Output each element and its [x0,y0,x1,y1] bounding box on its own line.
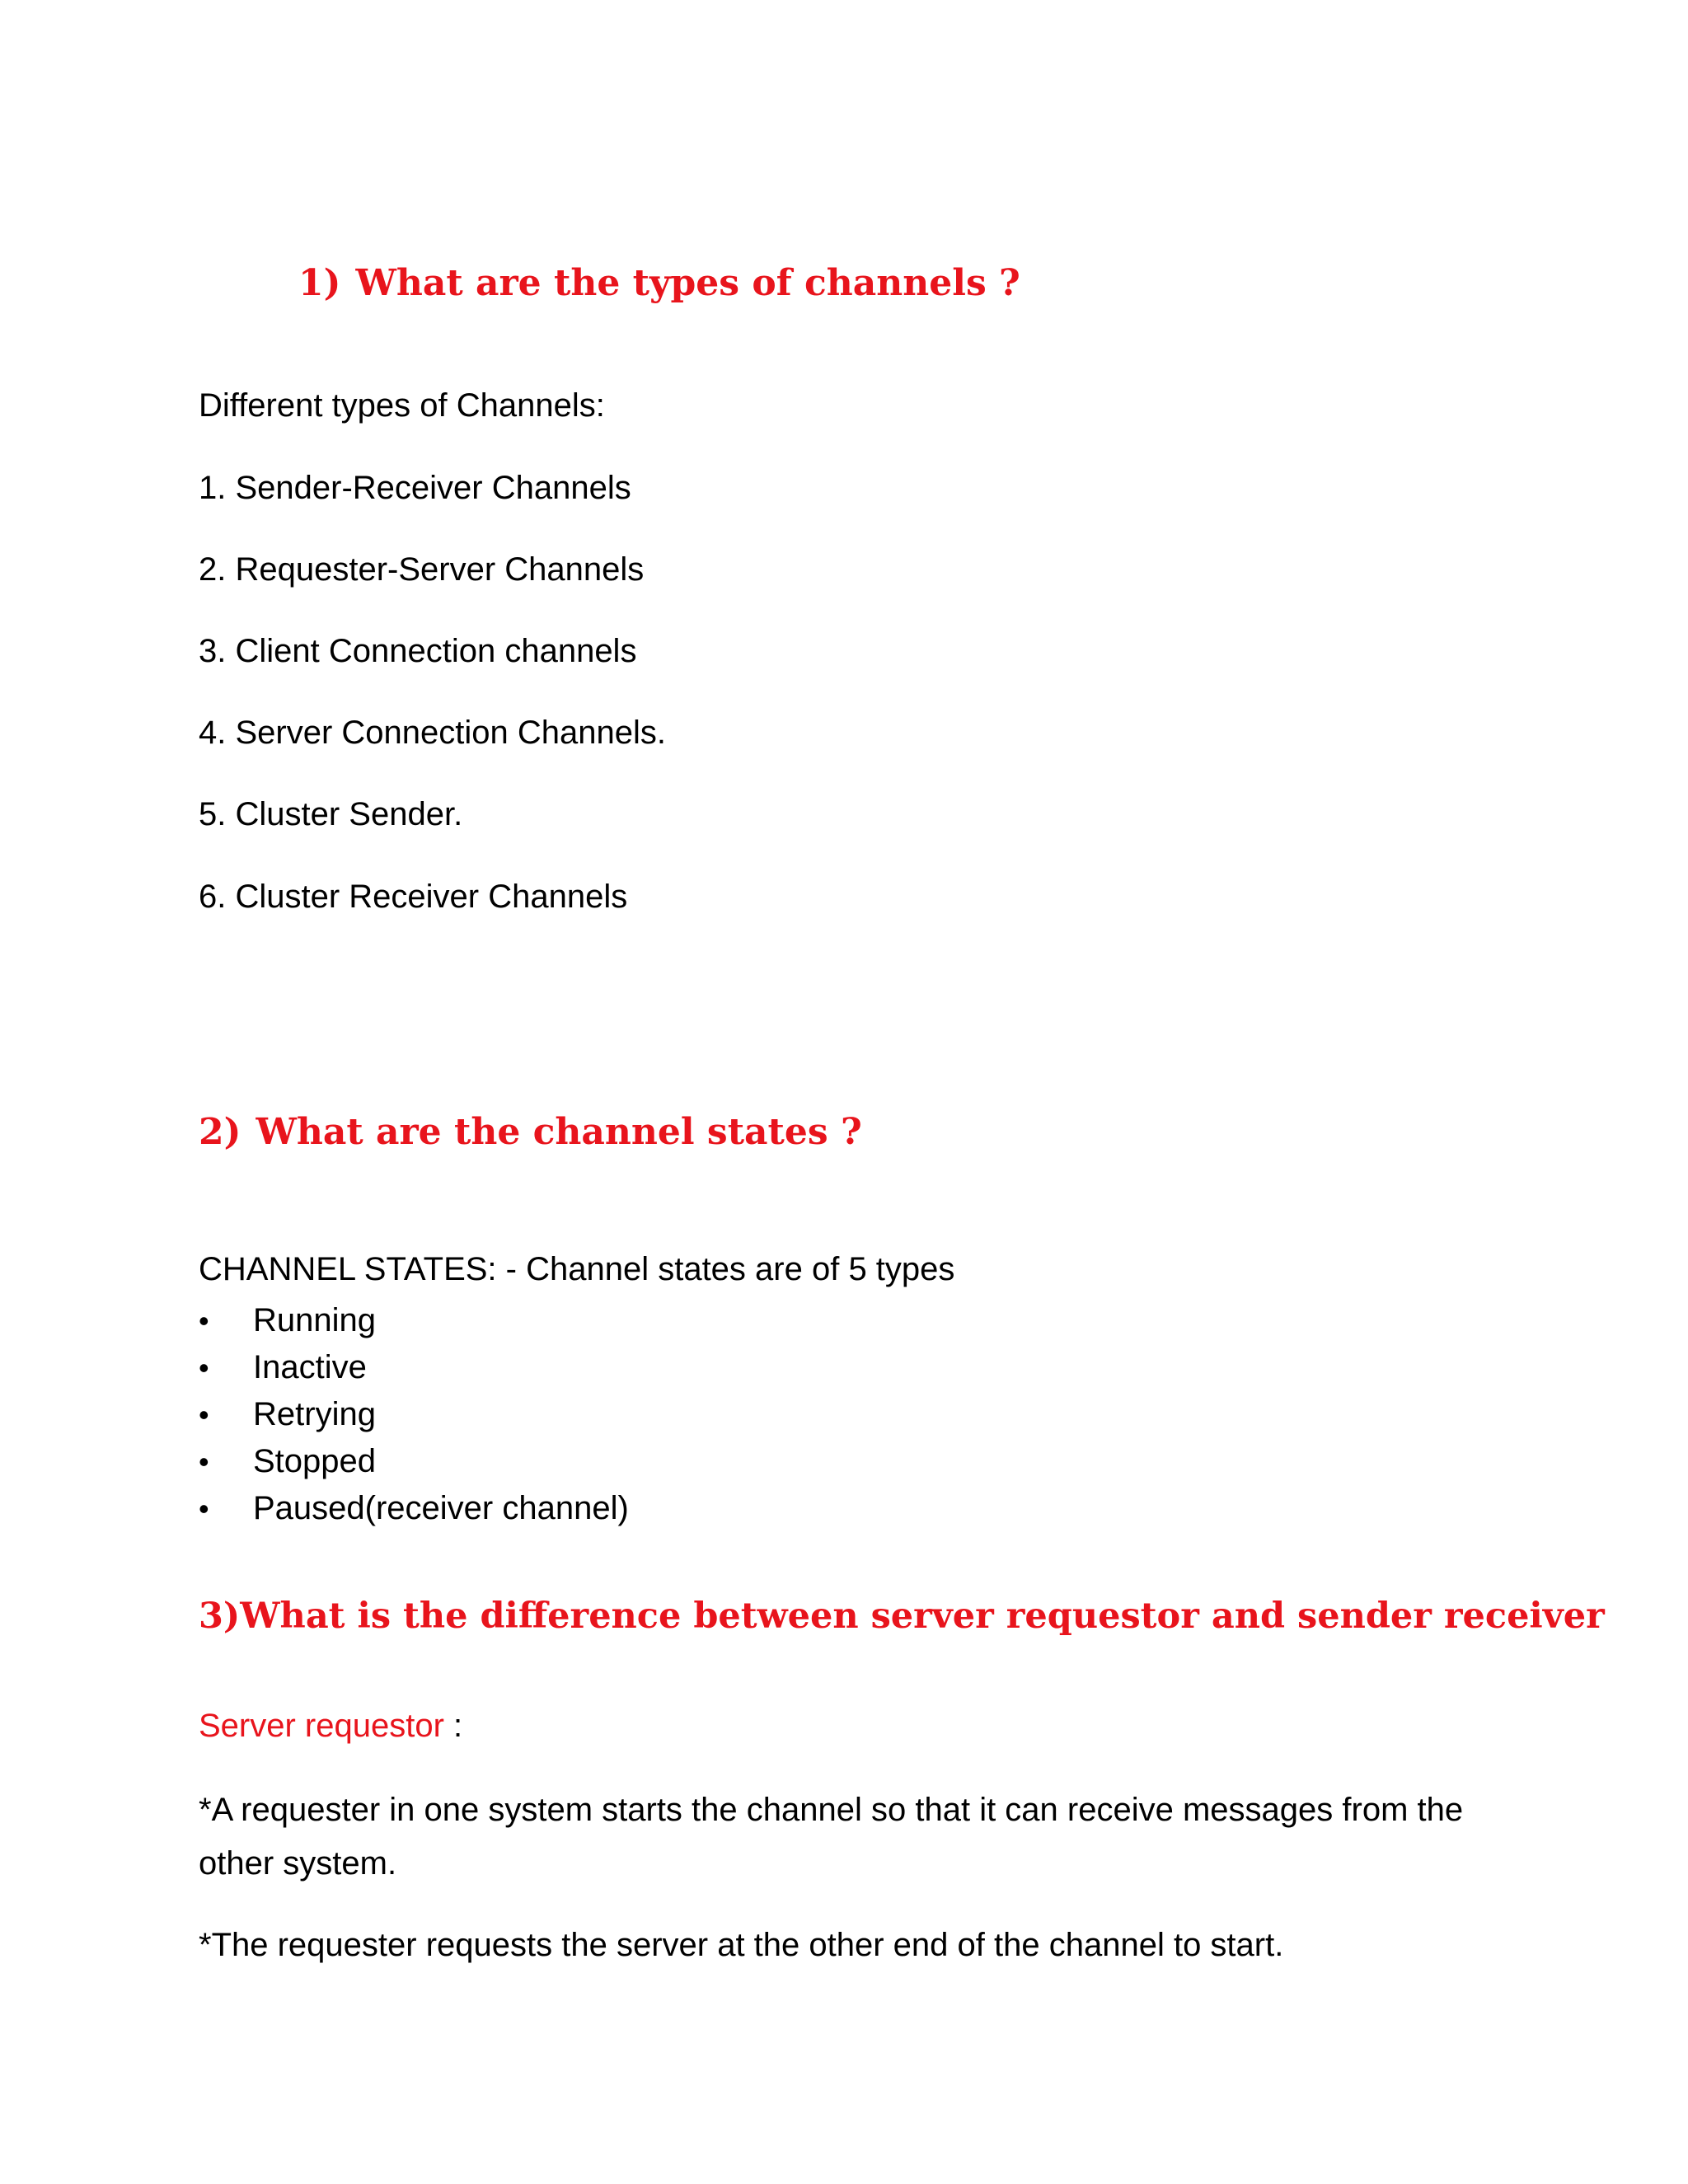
section-1-title: What are the types of channels ? [355,262,1020,304]
channel-type-item: 3. Client Connection channels [199,633,637,669]
state-label: Paused(receiver channel) [253,1490,629,1526]
list-item [199,1297,629,1344]
subheading-label: Server requestor [199,1708,444,1744]
state-label: Retrying [253,1396,376,1432]
bullet-icon: • [199,1304,209,1338]
channel-states-intro: CHANNEL STATES: - Channel states are of 5 types [199,1251,955,1287]
bullet-icon: • [199,1398,209,1432]
channel-type-item: 5. Cluster Sender. [199,796,463,832]
list-item [199,1391,629,1438]
section-2-heading [199,1111,862,1153]
section-1-heading [298,262,1020,304]
list-item [199,1344,629,1391]
channel-type-item: 1. Sender-Receiver Channels [199,470,631,506]
bullet-icon: • [199,1492,209,1526]
section-3-heading: 3)What is the difference between server requestor and sender receiver [199,1596,1605,1637]
section-2-title: What are the channel states ? [256,1111,862,1153]
list-item [199,1485,629,1532]
subheading-colon: : [443,1708,463,1744]
state-label: Running [253,1302,377,1338]
requester-paragraph-2: *The requester requests the server at the other end of the channel to start. [199,1927,1284,1963]
state-label: Stopped [253,1443,377,1479]
channel-states-list [199,1297,629,1532]
server-requestor-subheading [199,1708,462,1745]
channel-type-item: 2. Requester-Server Channels [199,551,645,588]
section-1-number: 1) [298,262,341,304]
list-item [199,1438,629,1485]
bullet-icon: • [199,1445,209,1479]
channel-type-item: 4. Server Connection Channels. [199,715,666,751]
section-2-number: 2) [199,1111,241,1153]
state-label: Inactive [253,1349,367,1385]
requester-paragraph-1: *A requester in one system starts the channel so that it can receive messages from the other system. [199,1792,1464,1882]
channel-types-intro: Different types of Channels: [199,387,605,424]
channel-type-item: 6. Cluster Receiver Channels [199,879,628,915]
bullet-icon: • [199,1351,209,1385]
